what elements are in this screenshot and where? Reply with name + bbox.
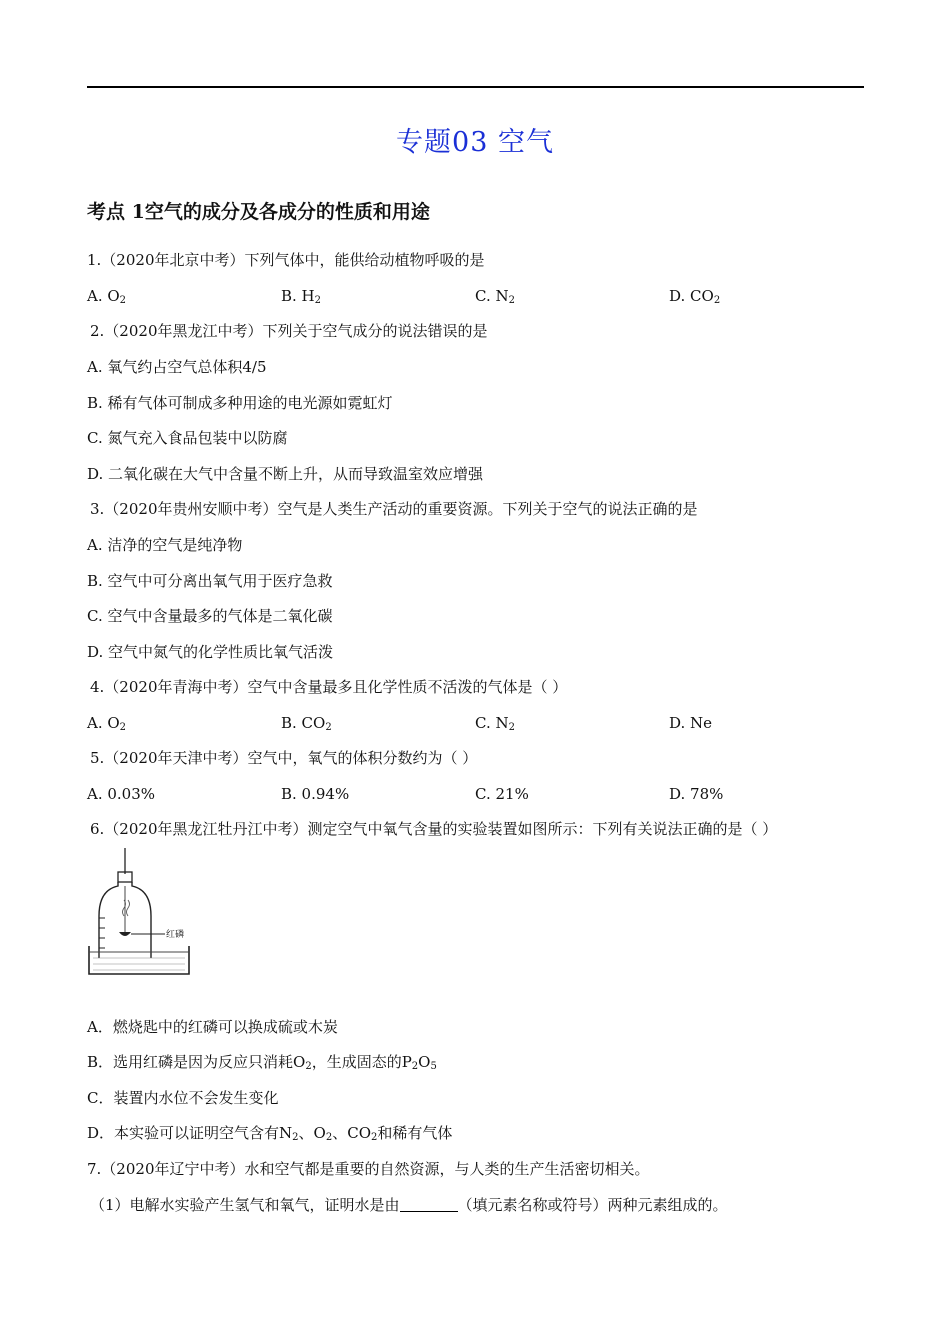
q6-option-c: C．装置内水位不会发生变化 (87, 1089, 279, 1107)
q5-option-a: A. 0.03% (87, 785, 156, 803)
q2-option-c: C. 氮气充入食品包装中以防腐 (87, 429, 288, 447)
q7-part1: （1）电解水实验产生氢气和氧气，证明水是由 （填元素名称或符号）两种元素组成的。 (90, 1196, 728, 1214)
q7-stem: 7.（2020年辽宁中考）水和空气都是重要的自然资源，与人类的生产生活密切相关。 (87, 1160, 650, 1178)
section-heading: 考点 1空气的成分及各成分的性质和用途 (87, 201, 430, 223)
q4-stem: 4.（2020年青海中考）空气中含量最多且化学性质不活泼的气体是（ ） (90, 678, 568, 696)
q1-option-a: A. $O_2$ (87, 287, 127, 306)
q1-stem: 1.（2020年北京中考）下列气体中，能供给动植物呼吸的是 (87, 251, 485, 269)
q3-stem: 3.（2020年贵州安顺中考）空气是人类生产活动的重要资源。下列关于空气的说法正确的是 (90, 500, 698, 518)
bell-jar-diagram (85, 846, 195, 978)
q5-option-d: D. 78% (669, 785, 724, 803)
q4-option-c: C. $N_2$ (475, 714, 515, 733)
q4-option-d: D. Ne (669, 714, 713, 732)
q6-option-d: D．本实验可以证明空气含有$N_2$、$O_2$、$CO_2$和稀有气体 (87, 1124, 453, 1143)
q3-option-d: D. 空气中氮气的化学性质比氧气活泼 (87, 643, 334, 661)
q1-option-b: B. $H_2$ (281, 287, 322, 306)
q6-option-a: A．燃烧匙中的红磷可以换成硫或木炭 (87, 1018, 338, 1036)
experiment-apparatus-figure (85, 846, 195, 978)
q3-option-b: B. 空气中可分离出氧气用于医疗急救 (87, 572, 333, 590)
q1-option-c: C. $N_2$ (475, 287, 515, 306)
q2-option-d: D. 二氧化碳在大气中含量不断上升，从而导致温室效应增强 (87, 465, 484, 483)
q1-option-d: D. $CO_2$ (669, 287, 721, 306)
q3-option-c: C. 空气中含量最多的气体是二氧化碳 (87, 607, 333, 625)
header-rule (87, 86, 864, 88)
answer-blank[interactable] (400, 1197, 458, 1212)
q5-option-b: B. 0.94% (281, 785, 350, 803)
q5-option-c: C. 21% (475, 785, 529, 803)
q4-option-a: A. $O_2$ (87, 714, 127, 733)
q2-option-a: A. 氧气约占空气总体积4/5 (87, 358, 267, 376)
page-title: 专题03 空气 (396, 127, 554, 158)
q5-stem: 5.（2020年天津中考）空气中，氧气的体积分数约为（ ） (90, 749, 478, 767)
q2-option-b: B. 稀有气体可制成多种用途的电光源如霓虹灯 (87, 394, 393, 412)
red-phosphorus-label: 红磷 (166, 930, 185, 940)
q6-option-b: B．选用红磷是因为反应只消耗$O_2$，生成固态的$P_2O_5$ (87, 1053, 437, 1072)
q2-stem: 2.（2020年黑龙江中考）下列关于空气成分的说法错误的是 (90, 322, 488, 340)
q6-stem: 6.（2020年黑龙江牡丹江中考）测定空气中氧气含量的实验装置如图所示：下列有关说法正确的是（ ） (90, 820, 778, 838)
q4-option-b: B. $CO_2$ (281, 714, 332, 733)
q3-option-a: A. 洁净的空气是纯净物 (87, 536, 243, 554)
